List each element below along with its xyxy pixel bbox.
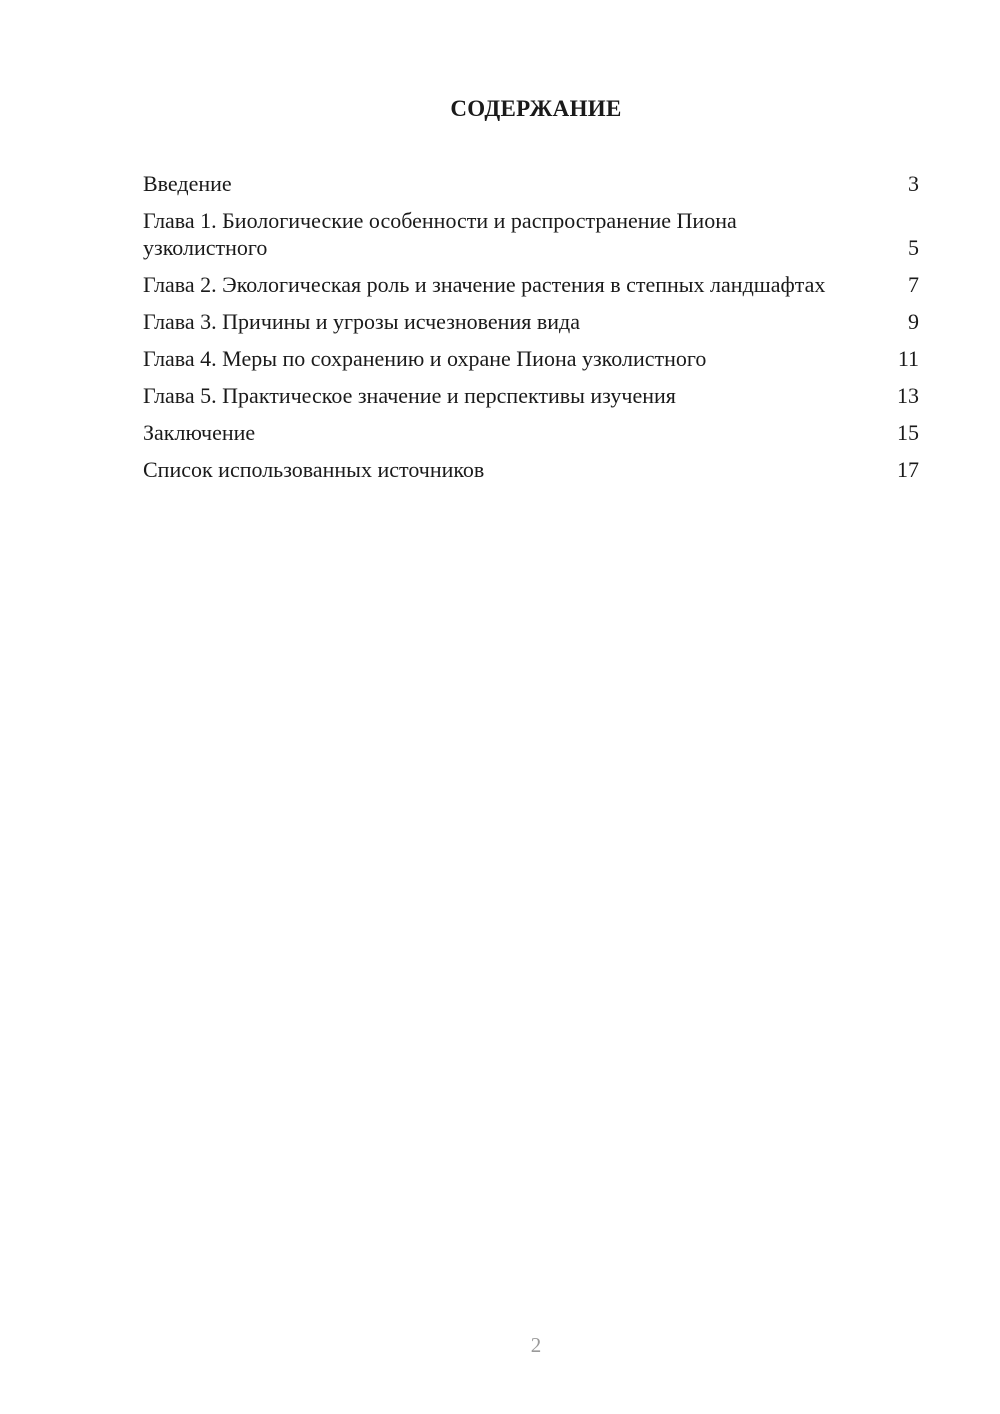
toc-entry	[143, 382, 919, 409]
toc-entry	[143, 419, 919, 446]
table-of-contents	[143, 170, 919, 493]
toc-entry	[143, 308, 919, 335]
toc-entry	[143, 207, 919, 261]
toc-entry-text: Глава 3. Причины и угрозы исчезновения вида	[143, 309, 580, 334]
toc-entry-page: 3	[908, 171, 919, 196]
toc-entry-page: 9	[908, 309, 919, 334]
toc-entry-page: 5	[908, 235, 919, 260]
page-number: 2	[530, 1333, 542, 1357]
toc-entry-text: Глава 2. Экологическая роль и значение растения в степных ландшафтах	[143, 272, 826, 297]
toc-entry-text: Заключение	[143, 420, 256, 445]
toc-entry-page: 13	[897, 383, 919, 408]
toc-entry-text: Введение	[143, 171, 232, 196]
toc-entry-page: 17	[897, 457, 919, 482]
toc-entry-text: Список использованных источников	[143, 457, 485, 482]
toc-entry-page: 7	[908, 272, 919, 297]
toc-entry-page: 11	[897, 346, 919, 371]
toc-title: СОДЕРЖАНИЕ	[450, 96, 622, 121]
toc-entry	[143, 170, 919, 197]
toc-entry	[143, 345, 919, 372]
toc-entry	[143, 456, 919, 483]
toc-entry	[143, 271, 919, 298]
toc-entry-page: 15	[897, 420, 919, 445]
toc-entry-text: Глава 1. Биологические особенности и распространение Пиона узколистного	[143, 208, 737, 260]
toc-entry-text: Глава 4. Меры по сохранению и охране Пиона узколистного	[143, 346, 707, 371]
toc-entry-text: Глава 5. Практическое значение и перспективы изучения	[143, 383, 676, 408]
